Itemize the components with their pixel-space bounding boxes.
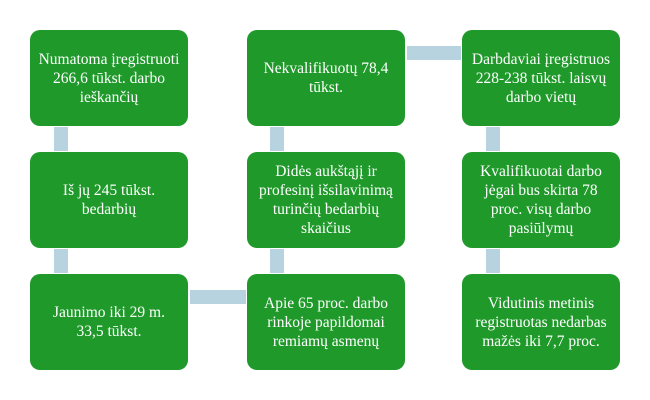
connector-col3-top-mid [486,127,500,151]
box-unemployed: Iš jų 245 tūkst. bedarbių [30,152,188,248]
connector-col1-top-mid [54,127,68,151]
connector-col2-bot-mid [270,249,284,273]
box-higher-education: Didės aukštąjį ir profesinį išsilavinimą turinčių bedarbių skaičius [247,152,405,248]
box-registered-jobseekers: Numatoma įregistruoti 266,6 tūkst. darbo ieškančių [30,30,188,126]
box-unemployment-rate: Vidutinis metinis registruotas nedarbas mažės iki 7,7 proc. [462,274,620,370]
connector-col2-col3-top [407,46,461,60]
box-youth: Jaunimo iki 29 m. 33,5 tūkst. [30,274,188,370]
box-supported-persons: Apie 65 proc. darbo rinkoje papildomai remiamų asmenų [247,274,405,370]
connector-col2-mid-top [270,127,284,151]
box-unqualified: Nekvalifikuotų 78,4 tūkst. [247,30,405,126]
box-employers-vacancies: Darbdaviai įregistruos 228-238 tūkst. laisvų darbo vietų [462,30,620,126]
box-qualified-workforce: Kvalifikuotai darbo jėgai bus skirta 78 proc. visų darbo pasiūlymų [462,152,620,248]
connector-col1-mid-bot [54,249,68,273]
connector-col1-col2-bottom [190,290,246,304]
connector-col3-mid-bot [486,249,500,273]
